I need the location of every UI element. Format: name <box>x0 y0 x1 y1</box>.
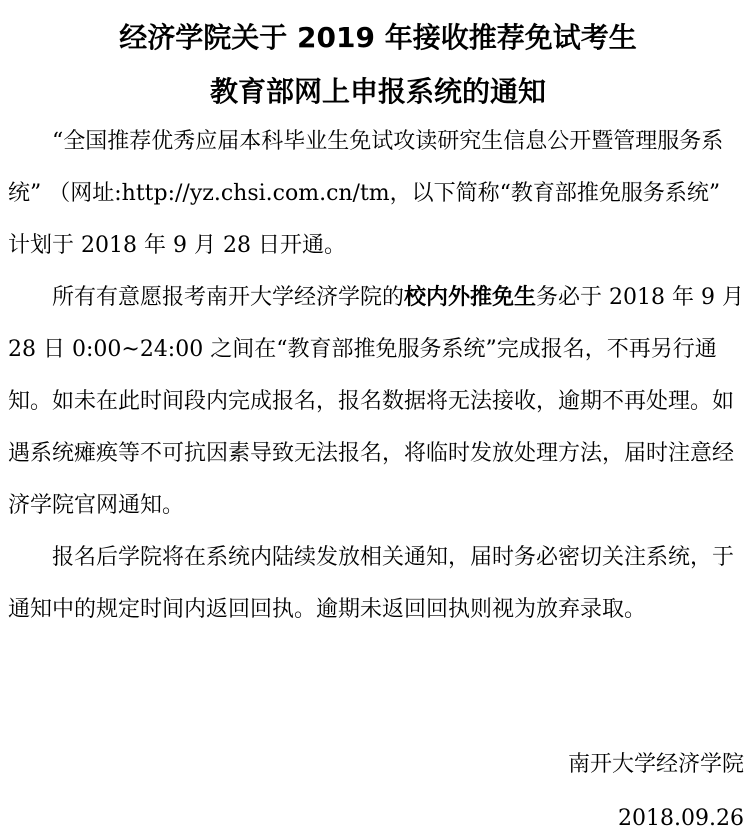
paragraph-2-trailing-text: 务必于 2018 年 9 月 28 日 0:00~24:00 之间在“教育部推免服务系统”完成报名，不再另行通知。如未在此时间段内完成报名，报名数据将无法接收，逾期不再处理。如遇系统瘫痪等不可抗因素导致无法报名，将临时发放处理方法，届时注意经济学院官网通知。 <box>8 285 744 518</box>
notice-title-line-2: 教育部网上申报系统的通知 <box>209 75 546 108</box>
paragraph-system-intro: “全国推荐优秀应届本科毕业生免试攻读研究生信息公开暨管理服务系统” （网址:http://yz.chsi.com.cn/tm，以下简称“教育部推免服务系统” 计划于 2018 年 9 月 28 日开通。 <box>8 129 724 258</box>
signature-date: 2018.09.26 <box>618 806 744 831</box>
paragraph-2-lead-text: 所有有意愿报考南开大学经济学院的 <box>52 285 405 310</box>
signature-organization: 南开大学经济学院 <box>567 752 744 777</box>
paragraph-registration-requirement <box>8 272 748 532</box>
paragraph-after-registration: 报名后学院将在系统内陆续发放相关通知，届时务必密切关注系统，于通知中的规定时间内返回回执。逾期未返回回执则视为放弃录取。 <box>8 545 735 622</box>
highlighted-applicant-type: 校内外推免生 <box>404 285 537 310</box>
notice-title-line-1: 经济学院关于 2019 年接收推荐免试考生 <box>119 21 637 54</box>
